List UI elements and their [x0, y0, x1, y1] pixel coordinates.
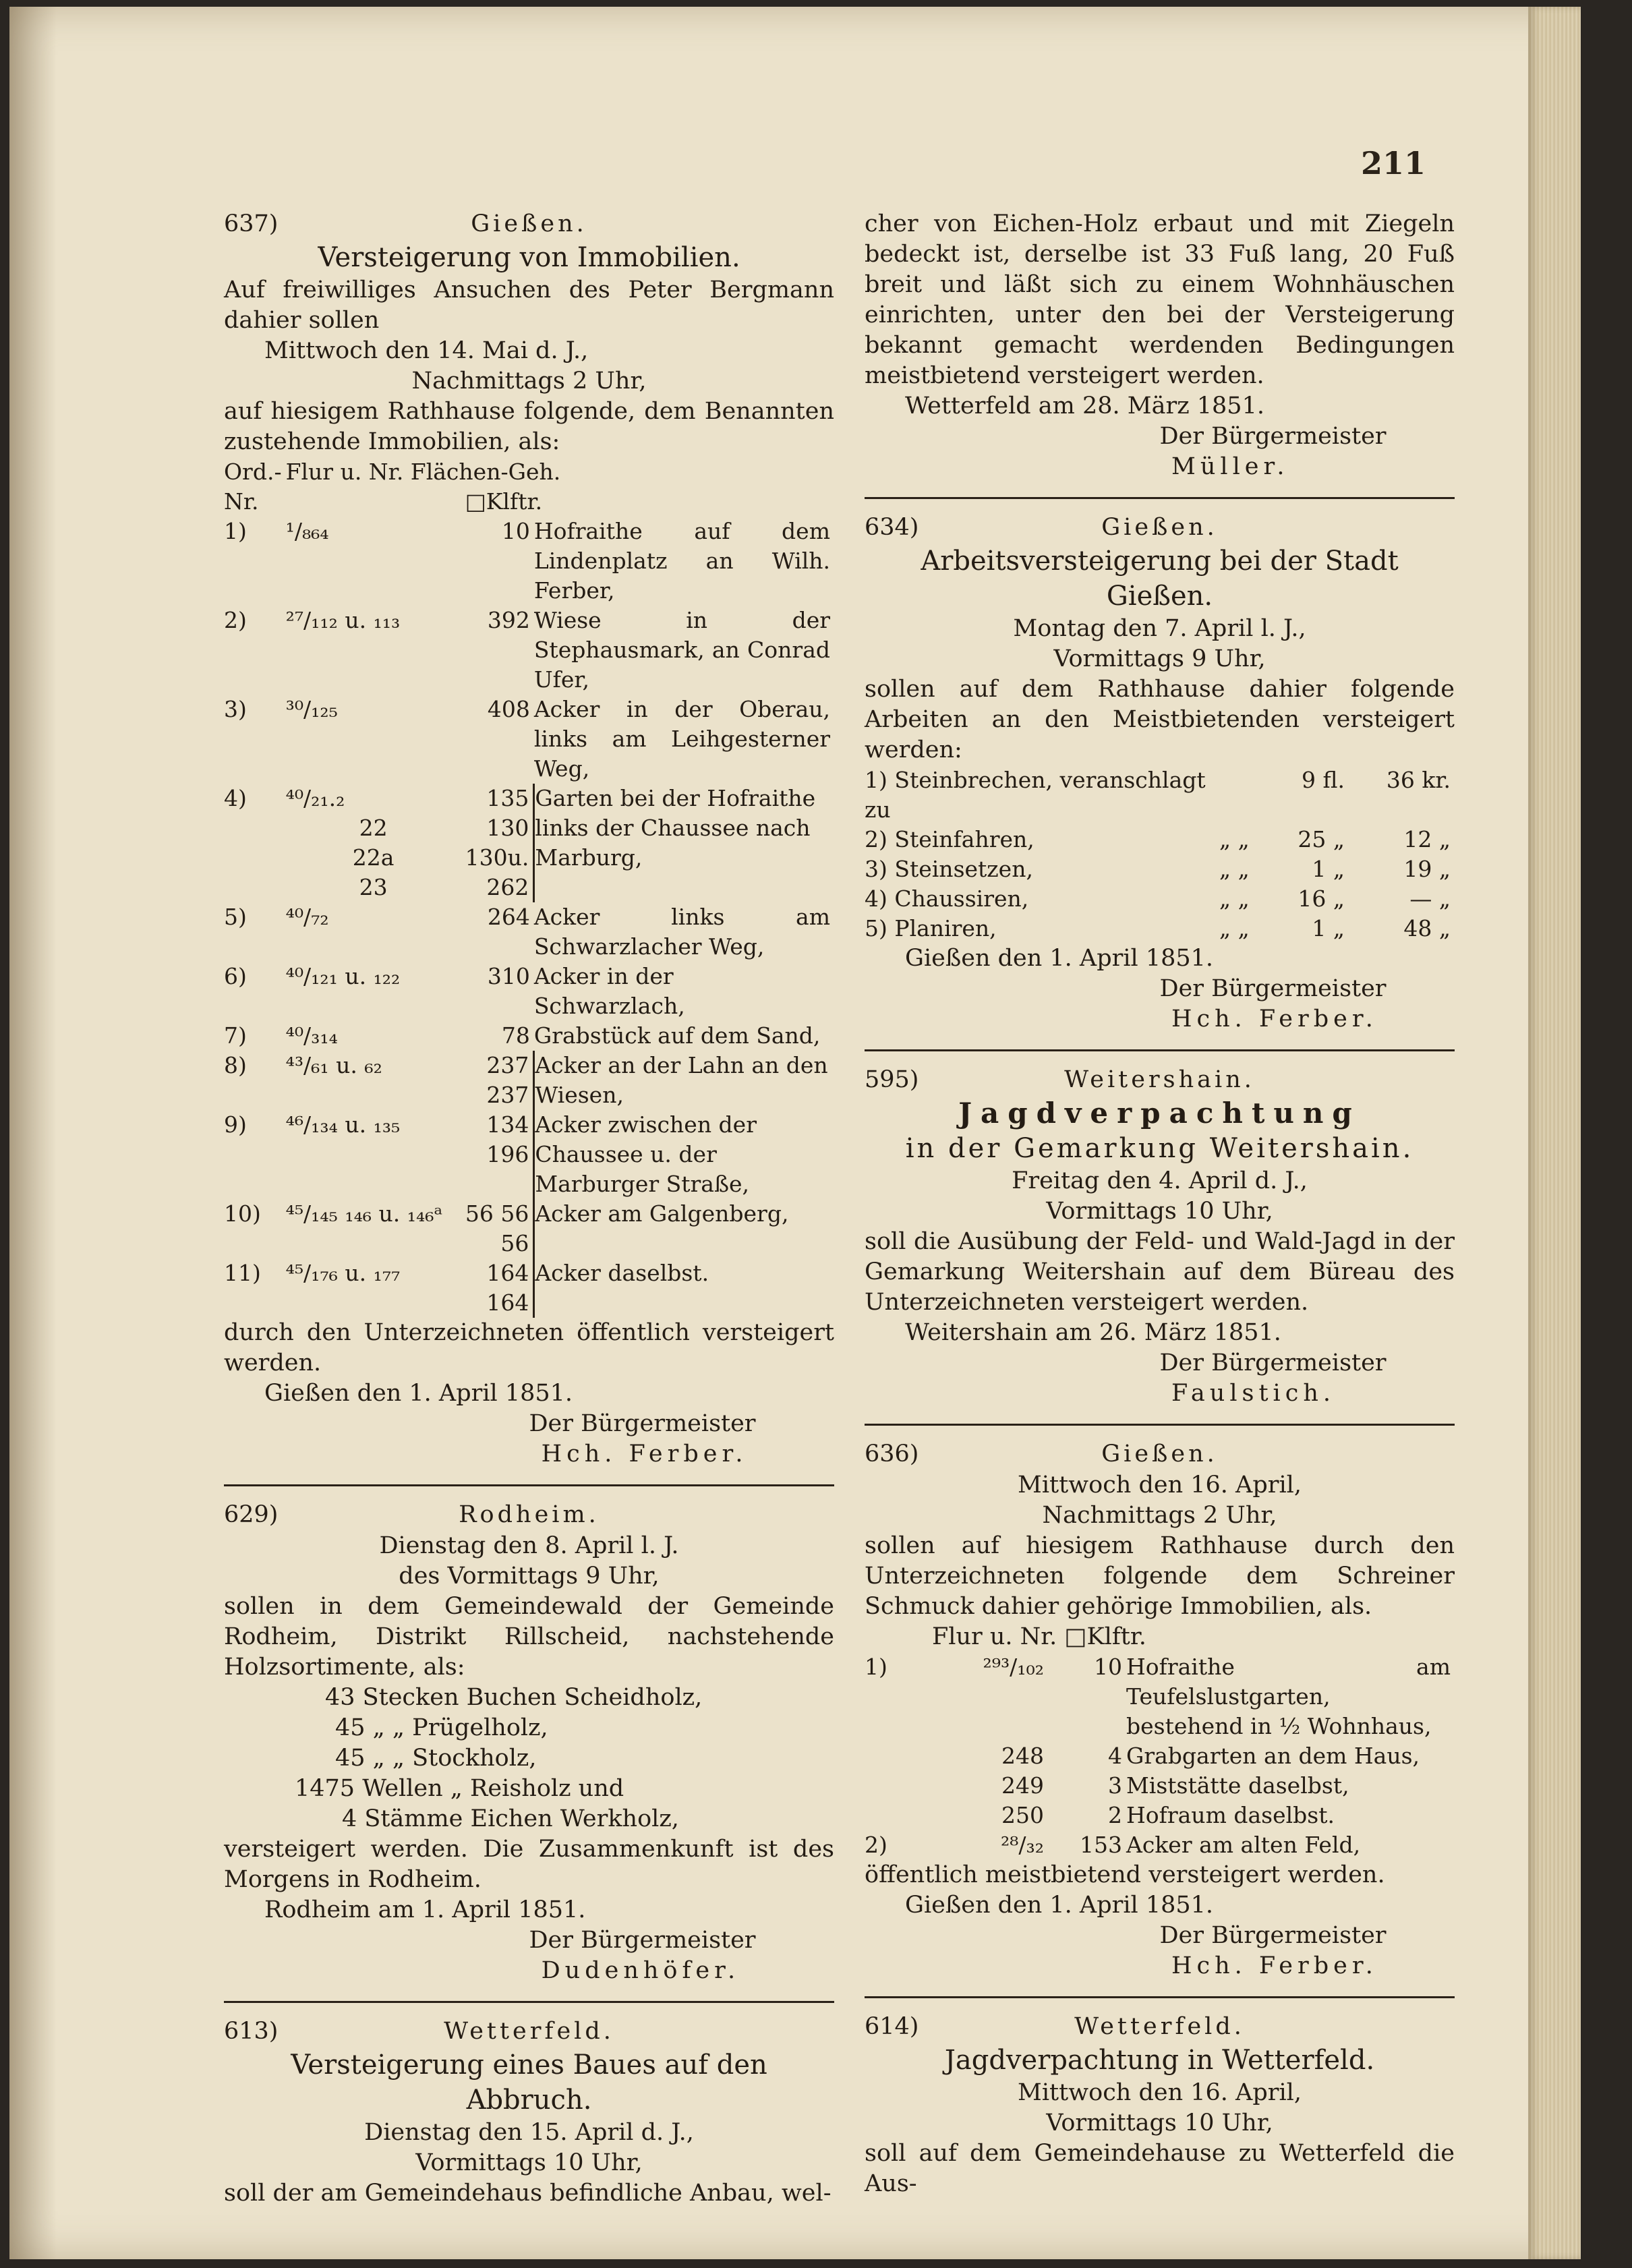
table-row: 249 3 Miststätte daselbst, — [1001, 1772, 1349, 1799]
divider — [865, 1996, 1455, 1998]
signature-name: Müller. — [1171, 453, 1289, 480]
table-row: 5) ⁴⁰/₇₂ 264 Acker links am Schwarzlacher Weg, — [224, 904, 830, 960]
table-row: 10) ⁴⁵/₁₄₅ ₁₄₆ u. ₁₄₆ᵃ 56 56 56 Acker am Galgenberg, — [224, 1199, 834, 1258]
header-ord: Ord.- — [224, 459, 282, 485]
table-row: 2) ²⁸/₃₂ 153 Acker am alten Feld, — [865, 1832, 1361, 1858]
table-row: 4) Chaussiren, „ „ 16 „ — „ — [865, 885, 1451, 912]
divider — [224, 2001, 834, 2003]
list-item: 45 „ „ Prügelholz, — [335, 1714, 548, 1741]
signature-title: Der Bürgermeister — [1159, 1922, 1387, 1949]
notice-closing: durch den Unterzeichneten öffentlich versteigert werden. — [224, 1319, 834, 1376]
left-column — [224, 209, 834, 2218]
notice-date: Freitag den 4. April d. J., — [1012, 1167, 1308, 1194]
table-row: 1) ²⁹³/₁₀₂ 10 Hofraithe am Teufelslustgarten, bestehend in ½ Wohnhaus, — [865, 1654, 1451, 1739]
notice-title: Jagdverpachtung — [958, 1097, 1361, 1130]
signature-title: Der Bürgermeister — [1159, 975, 1387, 1002]
notice-place: Weitershain. — [1064, 1066, 1255, 1093]
header-nr: Nr. — [224, 488, 259, 515]
notice-613 — [224, 2016, 834, 2209]
signature-title: Der Bürgermeister — [529, 1410, 756, 1437]
notice-613-continued — [865, 209, 1455, 482]
divider — [224, 1484, 834, 1486]
table-header — [224, 457, 834, 487]
notice-place: Wetterfeld. — [1074, 2013, 1245, 2040]
list-item: 1475 Wellen „ Reisholz und — [295, 1775, 624, 1802]
signature-name: Dudenhöfer. — [541, 1957, 740, 1984]
notice-614 — [865, 2012, 1455, 2199]
right-column — [865, 209, 1455, 2209]
immobilien-table — [224, 457, 834, 1318]
notice-dateline: Gießen den 1. April 1851. — [905, 945, 1214, 972]
immobilien-table — [865, 1652, 1455, 1860]
notice-closing: öffentlich meistbietend versteigert werden. — [865, 1861, 1385, 1888]
header-flur: Flur u. Nr. Flächen-Geh. — [285, 459, 561, 485]
signature-name: Hch. Ferber. — [541, 1441, 748, 1467]
newspaper-page — [9, 7, 1581, 2259]
notice-637 — [224, 209, 834, 1470]
table-header: Flur u. Nr. □Klftr. — [932, 1623, 1146, 1650]
notice-text: soll auf dem Gemeindehause zu Wetterfeld die Aus- — [865, 2140, 1455, 2197]
notice-time: Nachmittags 2 Uhr, — [411, 368, 647, 395]
notice-text: sollen auf hiesigem Rathhause durch den Unterzeichneten folgende dem Schreiner Schmuck dahier gehörige Immobilien, als. — [865, 1532, 1455, 1620]
notice-intro: Auf freiwilliges Ansuchen des Peter Bergmann dahier sollen — [224, 277, 834, 334]
notice-number: 636) — [865, 1441, 919, 1467]
notice-dateline: Weitershain am 26. März 1851. — [905, 1319, 1281, 1346]
notice-closing: versteigert werden. Die Zusammenkunft ist des Morgens in Rodheim. — [224, 1836, 834, 1893]
table-row: 22a 130u. — [224, 843, 834, 873]
notice-time: Vormittags 9 Uhr, — [1053, 645, 1266, 672]
notice-text: soll der am Gemeindehaus befindliche Anbau, wel- — [224, 2180, 832, 2207]
notice-number: 614) — [865, 2013, 919, 2040]
signature-name: Faulstich. — [1171, 1380, 1336, 1407]
notice-title: Jagdverpachtung in Wetterfeld. — [944, 2045, 1375, 2076]
notice-text: sollen in dem Gemeindewald der Gemeinde Rodheim, Distrikt Rillscheid, nachstehende Holzsortimente, als: — [224, 1593, 834, 1681]
list-item: 45 „ „ Stockholz, — [335, 1745, 537, 1772]
notice-text: soll die Ausübung der Feld- und Wald-Jagd in der Gemarkung Weitershain auf dem Büreau des Unterzeichneten versteigert werden. — [865, 1228, 1455, 1316]
notice-dateline: Gießen den 1. April 1851. — [264, 1380, 573, 1407]
table-row: 5) Planiren, „ „ 1 „ 48 „ — [865, 915, 1451, 941]
notice-place: Rodheim. — [459, 1501, 600, 1528]
notice-number: 613) — [224, 2018, 279, 2045]
notice-number: 634) — [865, 514, 919, 541]
header-klftr: □Klftr. — [465, 488, 543, 515]
notice-629 — [224, 1500, 834, 1986]
divider — [865, 1049, 1455, 1051]
notice-title: Arbeitsversteigerung bei der Stadt Gießen. — [921, 546, 1399, 612]
table-row: 23 262 — [224, 873, 834, 902]
table-row: 9) ⁴⁶/₁₃₄ u. ₁₃₅ 134 196 Acker zwischen der Chaussee u. der Marburger Straße, — [224, 1110, 834, 1199]
table-row: 6) ⁴⁰/₁₂₁ u. ₁₂₂ 310 Acker in der Schwarzlach, — [224, 963, 685, 1019]
table-row: 11) ⁴⁵/₁₇₆ u. ₁₇₇ 164 164 Acker daselbst. — [224, 1258, 834, 1318]
signature-name: Hch. Ferber. — [1171, 1952, 1378, 1979]
page-number: 211 — [1360, 145, 1426, 181]
signature-title: Der Bürgermeister — [529, 1927, 756, 1954]
notice-634 — [865, 513, 1455, 1035]
table-row: 250 2 Hofraum daselbst. — [1001, 1802, 1335, 1828]
table-row: 8) ⁴³/₆₁ u. ₆₂ 237 237 Acker an der Lahn an den Wiesen, — [224, 1051, 834, 1110]
notice-date: Montag den 7. April l. J., — [1013, 615, 1306, 642]
notice-date: Dienstag den 15. April d. J., — [364, 2119, 694, 2146]
table-row: 2) ²⁷/₁₁₂ u. ₁₁₃ 392 Wiese in der Stephausmark, an Conrad Ufer, — [224, 607, 830, 693]
signature-name: Hch. Ferber. — [1171, 1006, 1378, 1033]
notice-subtitle: in der Gemarkung Weitershain. — [905, 1133, 1414, 1164]
notice-date: Mittwoch den 16. April, — [1018, 2079, 1302, 2106]
arbeiten-table — [865, 765, 1455, 943]
list-item: 43 Stecken Buchen Scheidholz, — [325, 1684, 703, 1711]
notice-date: Mittwoch den 16. April, — [1018, 1472, 1302, 1499]
notice-title: Versteigerung von Immobilien. — [318, 242, 740, 273]
notice-time: des Vormittags 9 Uhr, — [399, 1563, 660, 1590]
table-row: 7) ⁴⁰/₃₁₄ 78 Grabstück auf dem Sand, — [224, 1022, 821, 1049]
notice-text: auf hiesigem Rathhause folgende, dem Benannten zustehende Immobilien, als: — [224, 398, 834, 455]
notice-place: Gießen. — [1101, 514, 1218, 541]
notice-time: Vormittags 10 Uhr, — [1046, 1198, 1273, 1225]
table-row: 1) ¹/₈₆₄ 10 Hofraithe auf dem Lindenplatz an Wilh. Ferber, — [224, 518, 830, 604]
notice-place: Wetterfeld. — [444, 2018, 614, 2045]
signature-title: Der Bürgermeister — [1159, 1349, 1387, 1376]
notice-dateline: Rodheim am 1. April 1851. — [264, 1896, 586, 1923]
notice-dateline: Wetterfeld am 28. März 1851. — [905, 392, 1264, 419]
notice-title: Versteigerung eines Baues auf den Abbruch. — [291, 2049, 767, 2116]
notice-date: Mittwoch den 14. Mai d. J., — [264, 337, 589, 364]
divider — [865, 497, 1455, 499]
table-header — [224, 487, 834, 517]
table-row: 22 130 — [224, 813, 834, 843]
notice-number: 637) — [224, 210, 279, 237]
notice-number: 595) — [865, 1066, 919, 1093]
list-item: 4 Stämme Eichen Werkholz, — [342, 1805, 679, 1832]
notice-time: Vormittags 10 Uhr, — [415, 2149, 643, 2176]
notice-text: sollen auf dem Rathhause dahier folgende Arbeiten an den Meistbietenden versteigert werden: — [865, 676, 1455, 763]
page-edge — [1528, 7, 1581, 2259]
notice-number: 629) — [224, 1501, 279, 1528]
notice-place: Gießen. — [1101, 1441, 1218, 1467]
notice-date: Dienstag den 8. April l. J. — [379, 1532, 679, 1559]
signature-title: Der Bürgermeister — [1159, 423, 1387, 450]
notice-place: Gießen. — [471, 210, 587, 237]
table-row: 1) Steinbrechen, veranschlagt zu 9 fl. 36 kr. — [865, 767, 1451, 823]
table-row: 2) Steinfahren, „ „ 25 „ 12 „ — [865, 826, 1451, 852]
table-row: 3) ³⁰/₁₂₅ 408 Acker in der Oberau, links am Leihgesterner Weg, — [224, 696, 830, 782]
notice-time: Nachmittags 2 Uhr, — [1042, 1502, 1277, 1529]
table-row: 4) ⁴⁰/₂₁.₂ 135 Garten bei der Hofraithe links der Chaussee nach Marburg, — [224, 785, 816, 871]
table-row: 248 4 Grabgarten an dem Haus, — [1001, 1743, 1420, 1769]
table-row: 3) Steinsetzen, „ „ 1 „ 19 „ — [865, 856, 1451, 882]
notice-text: cher von Eichen-Holz erbaut und mit Ziegeln bedeckt ist, derselbe ist 33 Fuß lang, 20 Fuß breit und läßt sich zu einem Wohnhäuschen einrichten, unter den bei der Versteigerung bekannt gemacht werdenden Bedingungen meistbietend versteigert werden. — [865, 210, 1455, 389]
notice-636 — [865, 1439, 1455, 1981]
notice-time: Vormittags 10 Uhr, — [1046, 2110, 1273, 2136]
notice-dateline: Gießen den 1. April 1851. — [905, 1892, 1214, 1919]
notice-595 — [865, 1065, 1455, 1409]
divider — [865, 1424, 1455, 1426]
